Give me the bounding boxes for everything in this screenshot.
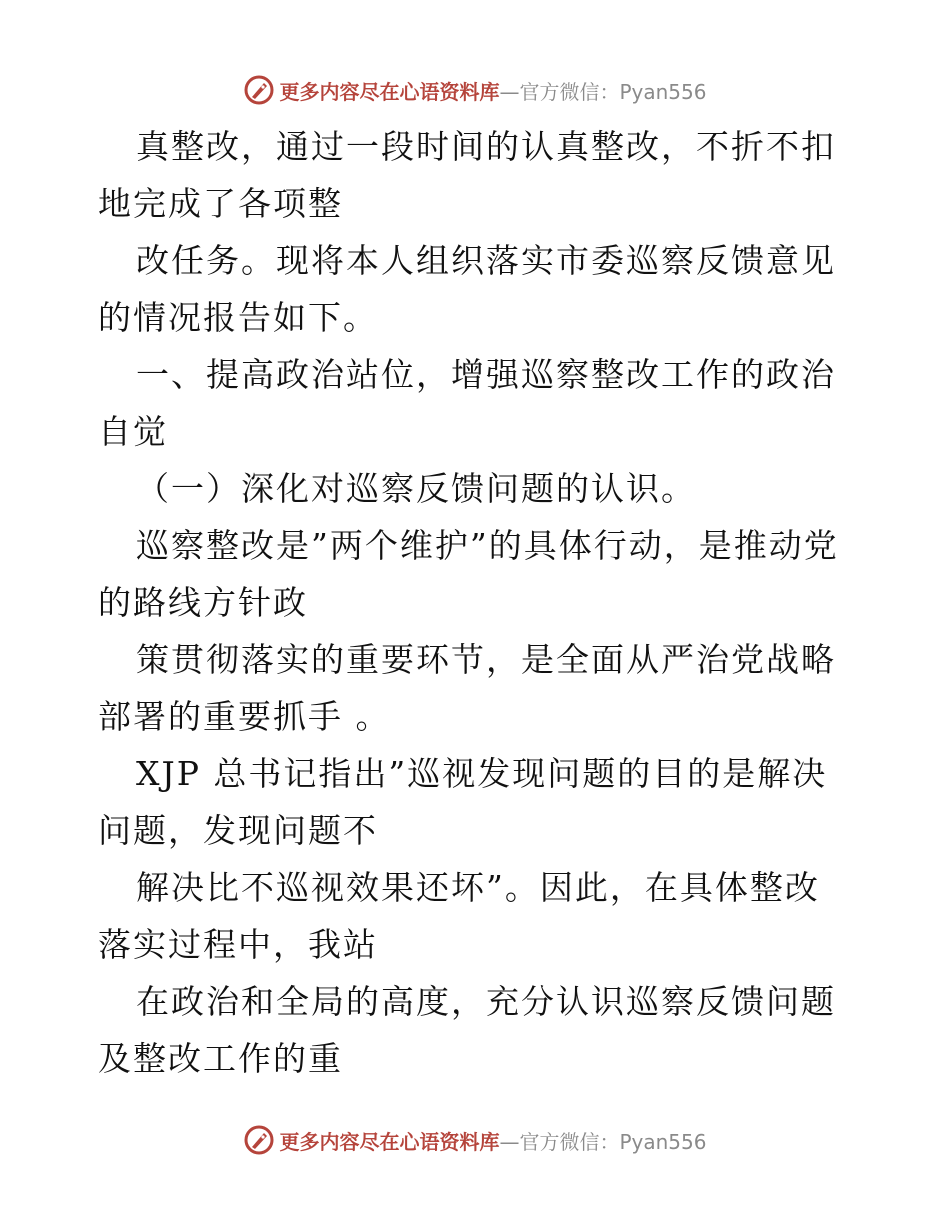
footer-banner <box>0 1120 950 1160</box>
document-body <box>98 118 854 1087</box>
pen-nib-logo-icon <box>243 74 275 106</box>
paragraph: 策贯彻落实的重要环节，是全面从严治党战略部署的重要抓手 。 <box>98 640 836 736</box>
pen-nib-logo-icon <box>243 1124 275 1156</box>
section-heading: 一、提高政治站位，增强巡察整改工作的政治自觉 <box>98 355 836 451</box>
banner-title: 更多内容尽在心语资料库 <box>279 1129 500 1154</box>
paragraph: 在政治和全局的高度，充分认识巡察反馈问题及整改工作的重 <box>98 982 836 1078</box>
subsection-heading: （一）深化对巡察反馈问题的认识。 <box>136 469 696 508</box>
banner-title: 更多内容尽在心语资料库 <box>279 79 500 104</box>
paragraph: 解决比不巡视效果还坏”。因此，在具体整改落实过程中，我站 <box>98 868 820 964</box>
banner-wechat: —官方微信：Pyan556 <box>499 1129 707 1154</box>
paragraph: 巡察整改是”两个维护”的具体行动，是推动党的路线方针政 <box>98 526 839 622</box>
header-banner <box>0 70 950 110</box>
paragraph: 真整改，通过一段时间的认真整改，不折不扣地完成了各项整 <box>98 127 836 223</box>
banner-wechat: —官方微信：Pyan556 <box>499 79 707 104</box>
paragraph: XJP 总书记指出”巡视发现问题的目的是解决问题，发现问题不 <box>98 754 828 850</box>
paragraph: 改任务。现将本人组织落实市委巡察反馈意见的情况报告如下。 <box>98 241 836 337</box>
